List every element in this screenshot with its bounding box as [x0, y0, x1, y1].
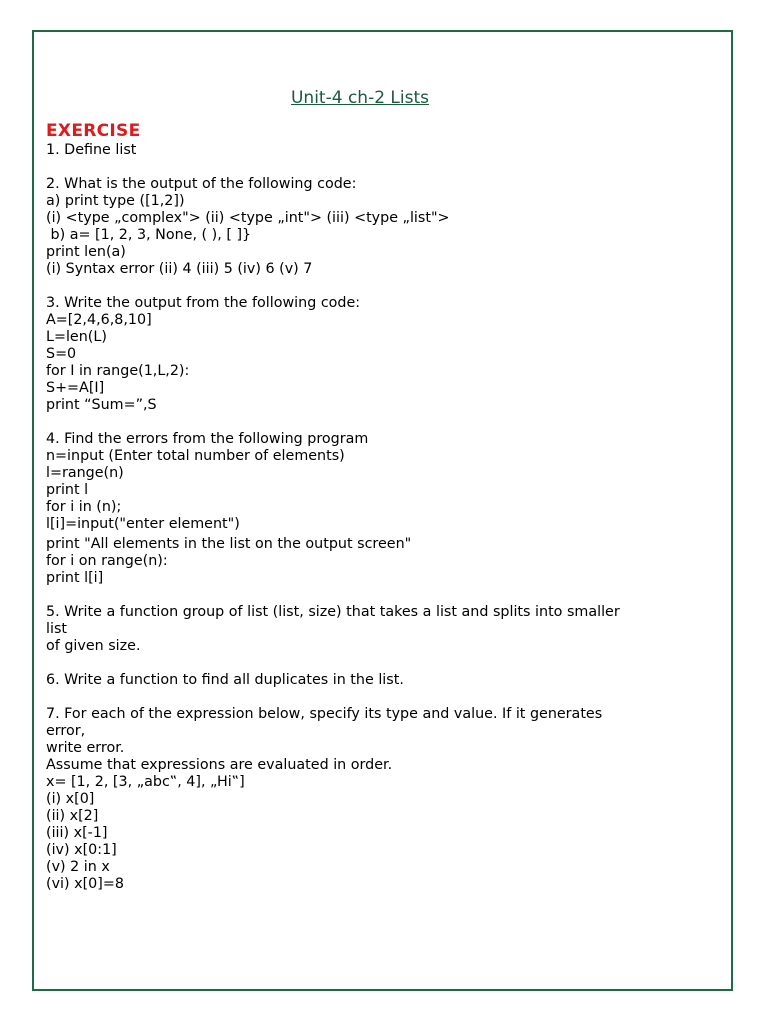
subquestion: (i) x[0]	[46, 791, 95, 807]
code-line: S=0	[46, 346, 77, 362]
code-line: l=range(n)	[46, 465, 124, 481]
code-line: L=len(L)	[46, 329, 107, 345]
question-2b: b) a= [1, 2, 3, None, ( ), [ ]}	[46, 227, 252, 243]
question-5-cont: of given size.	[46, 638, 141, 654]
code-line: n=input (Enter total number of elements)	[46, 448, 345, 464]
question-6: 6. Write a function to find all duplicates in the list.	[46, 672, 404, 688]
code-line: print l	[46, 482, 89, 498]
question-2b-options: (i) Syntax error (ii) 4 (iii) 5 (iv) 6 (v) 7	[46, 261, 313, 277]
code-line: for i in (n);	[46, 499, 122, 515]
subquestion: (iv) x[0:1]	[46, 842, 117, 858]
question-7-cont: error,	[46, 723, 86, 739]
question-3: 3. Write the output from the following code:	[46, 295, 361, 311]
question-2: 2. What is the output of the following code:	[46, 176, 357, 192]
code-line: print "All elements in the list on the output screen"	[46, 536, 412, 552]
question-7-cont: Assume that expressions are evaluated in order.	[46, 757, 393, 773]
code-line: x= [1, 2, [3, „abc‟, 4], „Hi‟]	[46, 774, 245, 790]
exercise-heading: EXERCISE	[46, 121, 141, 141]
subquestion: (v) 2 in x	[46, 859, 110, 875]
page-title: Unit-4 ch-2 Lists	[290, 88, 429, 108]
exercise-body	[46, 142, 686, 893]
question-5-cont: list	[46, 621, 67, 637]
question-4: 4. Find the errors from the following program	[46, 431, 369, 447]
code-line: print “Sum=”,S	[46, 397, 157, 413]
question-2a-options: (i) <type „complex"> (ii) <type „int"> (iii) <type „list">	[46, 210, 450, 226]
code-line: A=[2,4,6,8,10]	[46, 312, 152, 328]
question-7: 7. For each of the expression below, specify its type and value. If it generates	[46, 706, 603, 722]
code-line: for I in range(1,L,2):	[46, 363, 190, 379]
question-1: 1. Define list	[46, 142, 137, 158]
code-line: l[i]=input("enter element")	[46, 516, 240, 532]
subquestion: (vi) x[0]=8	[46, 876, 124, 892]
question-2a: a) print type ([1,2])	[46, 193, 185, 209]
code-line: S+=A[I]	[46, 380, 105, 396]
code-line: print l[i]	[46, 570, 104, 586]
subquestion: (iii) x[-1]	[46, 825, 108, 841]
code-line: for i on range(n):	[46, 553, 168, 569]
question-7-cont: write error.	[46, 740, 125, 756]
question-2b-code: print len(a)	[46, 244, 126, 260]
question-5: 5. Write a function group of list (list, size) that takes a list and splits into smaller	[46, 604, 620, 620]
subquestion: (ii) x[2]	[46, 808, 99, 824]
